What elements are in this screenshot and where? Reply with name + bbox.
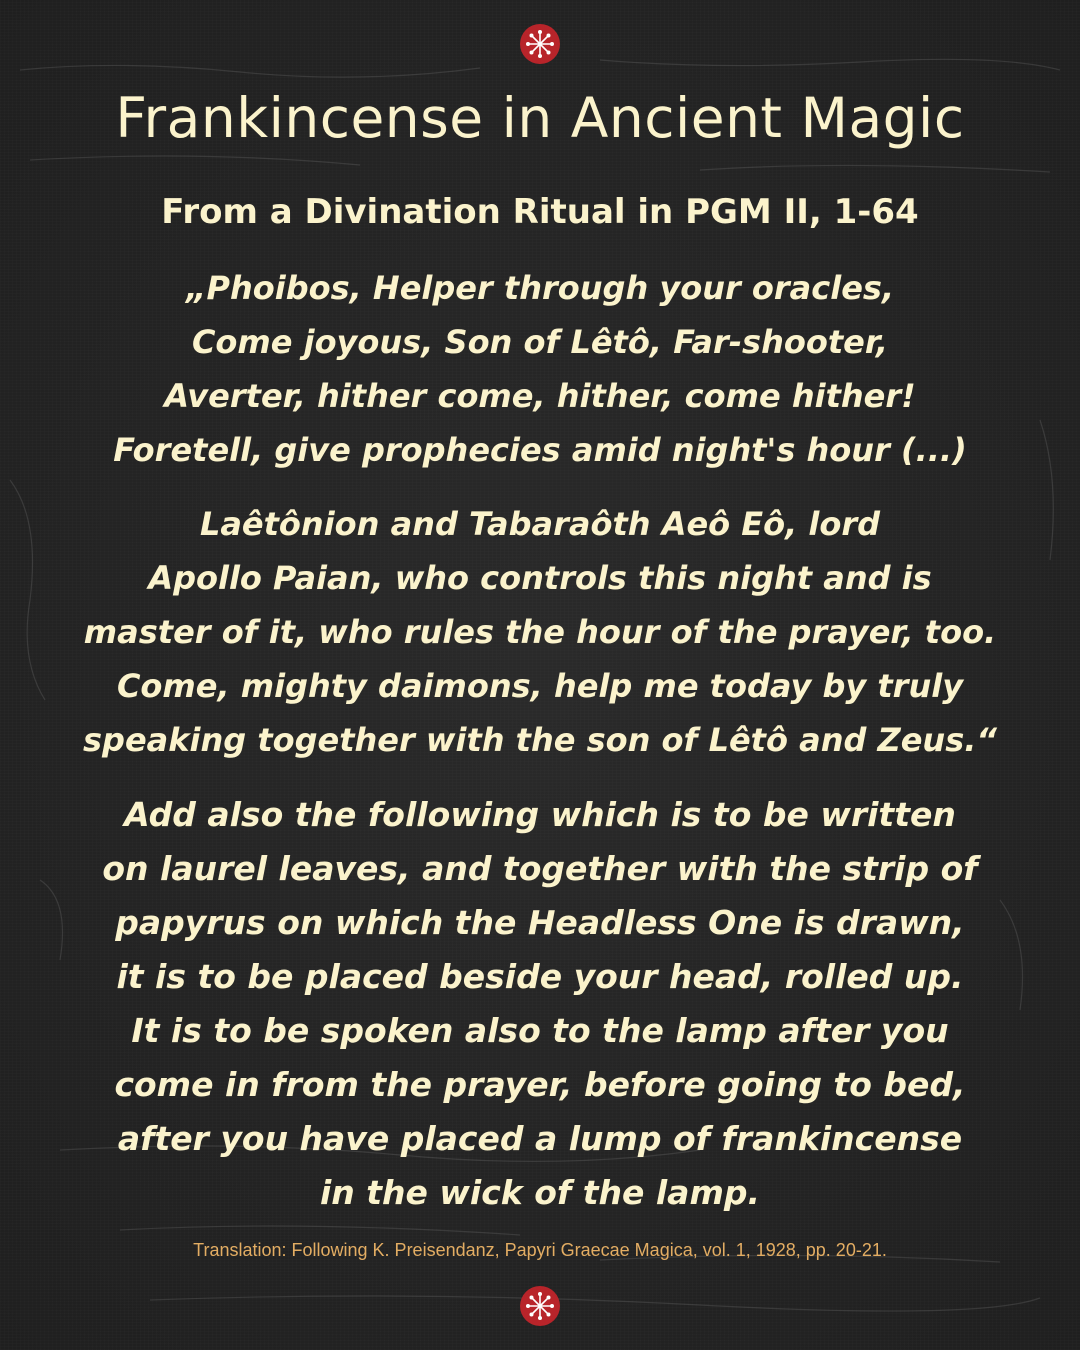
stanza-line: Laêtônion and Tabaraôth Aeô Eô, lord <box>199 505 881 543</box>
stanza-line: Add also the following which is to be written <box>124 795 956 834</box>
page-title: Frankincense in Ancient Magic <box>115 86 965 150</box>
stanza-line: master of it, who rules the hour of the prayer, too. <box>83 613 997 651</box>
daimon-stanza <box>0 497 1080 767</box>
invocation-stanza <box>0 261 1080 477</box>
instruction-stanza <box>0 788 1080 1220</box>
stanza-line: in the wick of the lamp. <box>319 1173 760 1212</box>
translation-credit: Translation: Following K. Preisendanz, Papyri Graecae Magica, vol. 1, 1928, pp. 20-21. <box>193 1240 887 1260</box>
stanza-line: papyrus on which the Headless One is drawn, <box>115 903 965 942</box>
stanza-line: Averter, hither come, hither, come hither! <box>164 377 916 415</box>
stanza-line: Come, mighty daimons, help me today by truly <box>116 667 964 705</box>
stanza-line: speaking together with the son of Lêtô and Zeus.“ <box>82 721 998 759</box>
stanza-line: after you have placed a lump of frankincense <box>117 1119 963 1158</box>
stanza-line: It is to be spoken also to the lamp after you <box>131 1011 949 1050</box>
stanza-line: on laurel leaves, and together with the strip of <box>102 849 978 888</box>
page-subtitle: From a Divination Ritual in PGM II, 1-64 <box>161 192 919 232</box>
stanza-line: „Phoibos, Helper through your oracles, <box>185 269 895 307</box>
stanza-line: Foretell, give prophecies amid night's hour (...) <box>113 431 967 469</box>
stanza-line: Come joyous, Son of Lêtô, Far-shooter, <box>191 323 889 361</box>
snowflake-emblem-icon <box>519 23 561 65</box>
stanza-line: come in from the prayer, before going to bed, <box>114 1065 966 1104</box>
snowflake-emblem-icon <box>519 1285 561 1327</box>
stanza-line: it is to be placed beside your head, rolled up. <box>116 957 964 996</box>
stanza-line: Apollo Paian, who controls this night and is <box>148 559 932 597</box>
